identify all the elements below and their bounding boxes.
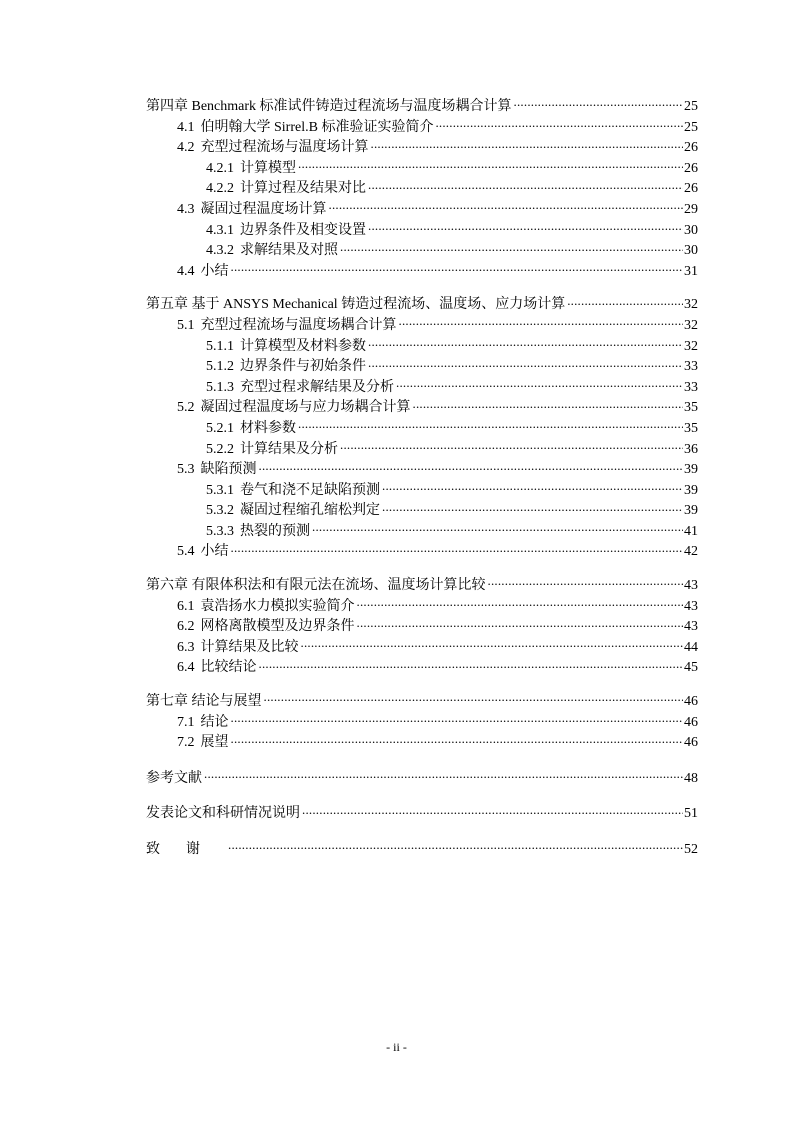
subsection-title: 计算模型 [240, 160, 296, 176]
toc-page-number: 25 [684, 99, 698, 114]
table-of-contents [146, 96, 698, 860]
subsection-number: 5.2.1 [206, 420, 234, 436]
toc-chapter-title: 第七章 结论与展望 [146, 694, 262, 710]
dot-leader [298, 418, 683, 432]
toc-page-number: 26 [684, 160, 698, 176]
section-title: 比较结论 [200, 660, 257, 676]
dot-leader [228, 839, 683, 853]
section-number: 4.4 [177, 263, 195, 279]
toc-chapter-title: 第四章 Benchmark 标准试件铸造过程流场与温度场耦合计算 [146, 99, 512, 114]
toc-section[interactable] [146, 117, 698, 138]
toc-section[interactable] [146, 657, 698, 678]
toc-chapter-7[interactable] [146, 691, 698, 712]
section-title: 小结 [200, 544, 229, 560]
toc-subsection[interactable] [146, 158, 698, 179]
section-title: 结论 [200, 714, 229, 730]
dot-leader [204, 768, 683, 782]
dot-leader [371, 137, 684, 151]
section-title: 计算结果及比较 [200, 639, 299, 655]
toc-section[interactable] [146, 199, 698, 220]
toc-page-number: 43 [684, 598, 698, 614]
subsection-title: 凝固过程缩孔缩松判定 [240, 503, 380, 519]
subsection-number: 4.2.2 [206, 181, 234, 197]
toc-subsection[interactable] [146, 439, 698, 460]
subsection-number: 4.2.1 [206, 160, 234, 176]
toc-page-number: 48 [684, 770, 698, 786]
toc-page-number: 32 [684, 338, 698, 354]
toc-publications[interactable] [146, 803, 698, 824]
dot-leader [302, 803, 683, 817]
toc-section[interactable] [146, 712, 698, 733]
spacer [146, 281, 698, 294]
toc-subsection[interactable] [146, 377, 698, 398]
toc-page-number: 46 [684, 735, 698, 751]
dot-leader [357, 616, 684, 630]
section-number: 6.1 [177, 598, 195, 614]
dot-leader [368, 220, 683, 234]
spacer [146, 824, 698, 839]
section-title: 小结 [200, 263, 229, 279]
spacer [146, 753, 698, 768]
toc-page-number: 29 [684, 201, 698, 217]
toc-section[interactable] [146, 596, 698, 617]
section-title: 凝固过程温度场与应力场耦合计算 [200, 400, 411, 416]
toc-chapter-6[interactable] [146, 575, 698, 596]
dot-leader [567, 294, 683, 308]
spacer [146, 788, 698, 803]
toc-subsection[interactable] [146, 356, 698, 377]
subsection-number: 5.3.3 [206, 523, 234, 539]
toc-chapter-5[interactable] [146, 294, 698, 315]
dot-leader [312, 521, 683, 535]
dot-leader [368, 336, 683, 350]
toc-page-number: 39 [684, 503, 698, 519]
toc-subsection[interactable] [146, 480, 698, 501]
toc-chapter-title: 发表论文和科研情况说明 [146, 806, 300, 822]
section-title: 缺陷预测 [200, 462, 257, 478]
toc-section[interactable] [146, 315, 698, 336]
subsection-title: 卷气和浇不足缺陷预测 [240, 482, 380, 498]
section-number: 5.3 [177, 462, 195, 478]
section-title: 充型过程流场与温度场耦合计算 [200, 317, 397, 333]
toc-chapter-title: 第六章 有限体积法和有限元法在流场、温度场计算比较 [146, 578, 486, 594]
section-number: 4.1 [177, 119, 195, 135]
section-number: 6.2 [177, 619, 195, 635]
toc-page-number: 39 [684, 482, 698, 498]
toc-page-number: 46 [684, 714, 698, 730]
section-number: 7.2 [177, 735, 195, 751]
dot-leader [368, 178, 683, 192]
toc-subsection[interactable] [146, 178, 698, 199]
dot-leader [382, 480, 683, 494]
section-title: 伯明翰大学 Sirrel.B 标准验证实验简介 [200, 119, 434, 135]
subsection-number: 5.1.3 [206, 379, 234, 395]
section-number: 4.3 [177, 201, 195, 217]
toc-subsection[interactable] [146, 220, 698, 241]
subsection-number: 5.3.1 [206, 482, 234, 498]
section-title: 网格离散模型及边界条件 [200, 619, 355, 635]
toc-page-number: 41 [684, 523, 698, 539]
toc-page-number: 26 [684, 140, 698, 156]
toc-section[interactable] [146, 137, 698, 158]
section-title: 袁浩扬水力模拟实验简介 [200, 598, 355, 614]
toc-page-number: 35 [684, 400, 698, 416]
subsection-title: 计算模型及材料参数 [240, 338, 366, 354]
toc-section[interactable] [146, 616, 698, 637]
section-number: 5.1 [177, 317, 195, 333]
subsection-title: 边界条件及相变设置 [240, 222, 366, 238]
subsection-title: 材料参数 [240, 420, 296, 436]
toc-page-number: 26 [684, 181, 698, 197]
spacer [146, 562, 698, 575]
toc-section[interactable] [146, 261, 698, 282]
subsection-number: 5.2.2 [206, 441, 234, 457]
toc-section[interactable] [146, 637, 698, 658]
toc-page-number: 30 [684, 222, 698, 238]
subsection-number: 5.3.2 [206, 503, 234, 519]
dot-leader [382, 500, 683, 514]
subsection-title: 边界条件与初始条件 [240, 359, 366, 375]
section-number: 7.1 [177, 714, 195, 730]
subsection-number: 4.3.1 [206, 222, 234, 238]
toc-page-number: 31 [684, 263, 698, 279]
section-title: 展望 [200, 735, 229, 751]
toc-chapter-title: 参考文献 [146, 770, 202, 786]
toc-page-number: 33 [684, 359, 698, 375]
section-title: 凝固过程温度场计算 [200, 201, 327, 217]
dot-leader [231, 541, 684, 555]
subsection-title: 热裂的预测 [240, 523, 310, 539]
dot-leader [231, 732, 684, 746]
toc-page-number: 32 [684, 297, 698, 313]
dot-leader [368, 356, 683, 370]
section-number: 4.2 [177, 140, 195, 156]
toc-page-number: 36 [684, 441, 698, 457]
dot-leader [514, 96, 683, 110]
subsection-title: 充型过程求解结果及分析 [240, 379, 394, 395]
subsection-number: 5.1.1 [206, 338, 234, 354]
toc-section[interactable] [146, 459, 698, 480]
dot-leader [340, 439, 683, 453]
toc-page-number: 25 [684, 119, 698, 135]
toc-page-number: 45 [684, 660, 698, 676]
toc-acknowledgements[interactable] [146, 839, 698, 860]
dot-leader [231, 712, 684, 726]
toc-chapter-title: 致谢 [146, 842, 226, 857]
toc-page-number: 32 [684, 317, 698, 333]
dot-leader [298, 158, 683, 172]
dot-leader [259, 657, 684, 671]
toc-page-number: 39 [684, 462, 698, 478]
toc-page-number: 43 [684, 619, 698, 635]
section-number: 6.3 [177, 639, 195, 655]
toc-page-number: 30 [684, 243, 698, 259]
toc-chapter-4[interactable] [146, 96, 698, 117]
section-number: 6.4 [177, 660, 195, 676]
page-footer-number: - ii - [386, 1040, 407, 1054]
subsection-title: 计算结果及分析 [240, 441, 338, 457]
toc-section[interactable] [146, 732, 698, 753]
toc-subsection[interactable] [146, 521, 698, 542]
toc-page-number: 44 [684, 639, 698, 655]
dot-leader [301, 637, 684, 651]
section-number: 5.2 [177, 400, 195, 416]
dot-leader [396, 377, 683, 391]
subsection-number: 5.1.2 [206, 359, 234, 375]
toc-page-number: 33 [684, 379, 698, 395]
toc-subsection[interactable] [146, 500, 698, 521]
dot-leader [488, 575, 684, 589]
toc-page-number: 42 [684, 544, 698, 560]
dot-leader [357, 596, 684, 610]
toc-section[interactable] [146, 541, 698, 562]
toc-page-number: 43 [684, 578, 698, 594]
toc-section[interactable] [146, 397, 698, 418]
toc-page-number: 52 [684, 842, 698, 857]
dot-leader [399, 315, 684, 329]
subsection-title: 求解结果及对照 [240, 243, 338, 259]
section-title: 充型过程流场与温度场计算 [200, 140, 369, 156]
toc-subsection[interactable] [146, 336, 698, 357]
dot-leader [435, 117, 683, 131]
dot-leader [329, 199, 684, 213]
toc-page-number: 51 [684, 806, 698, 822]
subsection-number: 4.3.2 [206, 243, 234, 259]
dot-leader [264, 691, 684, 705]
toc-references[interactable] [146, 768, 698, 789]
spacer [146, 678, 698, 691]
dot-leader [413, 397, 684, 411]
toc-page-number: 35 [684, 420, 698, 436]
toc-subsection[interactable] [146, 240, 698, 261]
section-number: 5.4 [177, 544, 195, 560]
subsection-title: 计算过程及结果对比 [240, 181, 366, 197]
toc-subsection[interactable] [146, 418, 698, 439]
dot-leader [231, 261, 684, 275]
toc-chapter-title: 第五章 基于 ANSYS Mechanical 铸造过程流场、温度场、应力场计算 [146, 297, 566, 313]
dot-leader [259, 459, 684, 473]
dot-leader [340, 240, 683, 254]
toc-page-number: 46 [684, 694, 698, 710]
